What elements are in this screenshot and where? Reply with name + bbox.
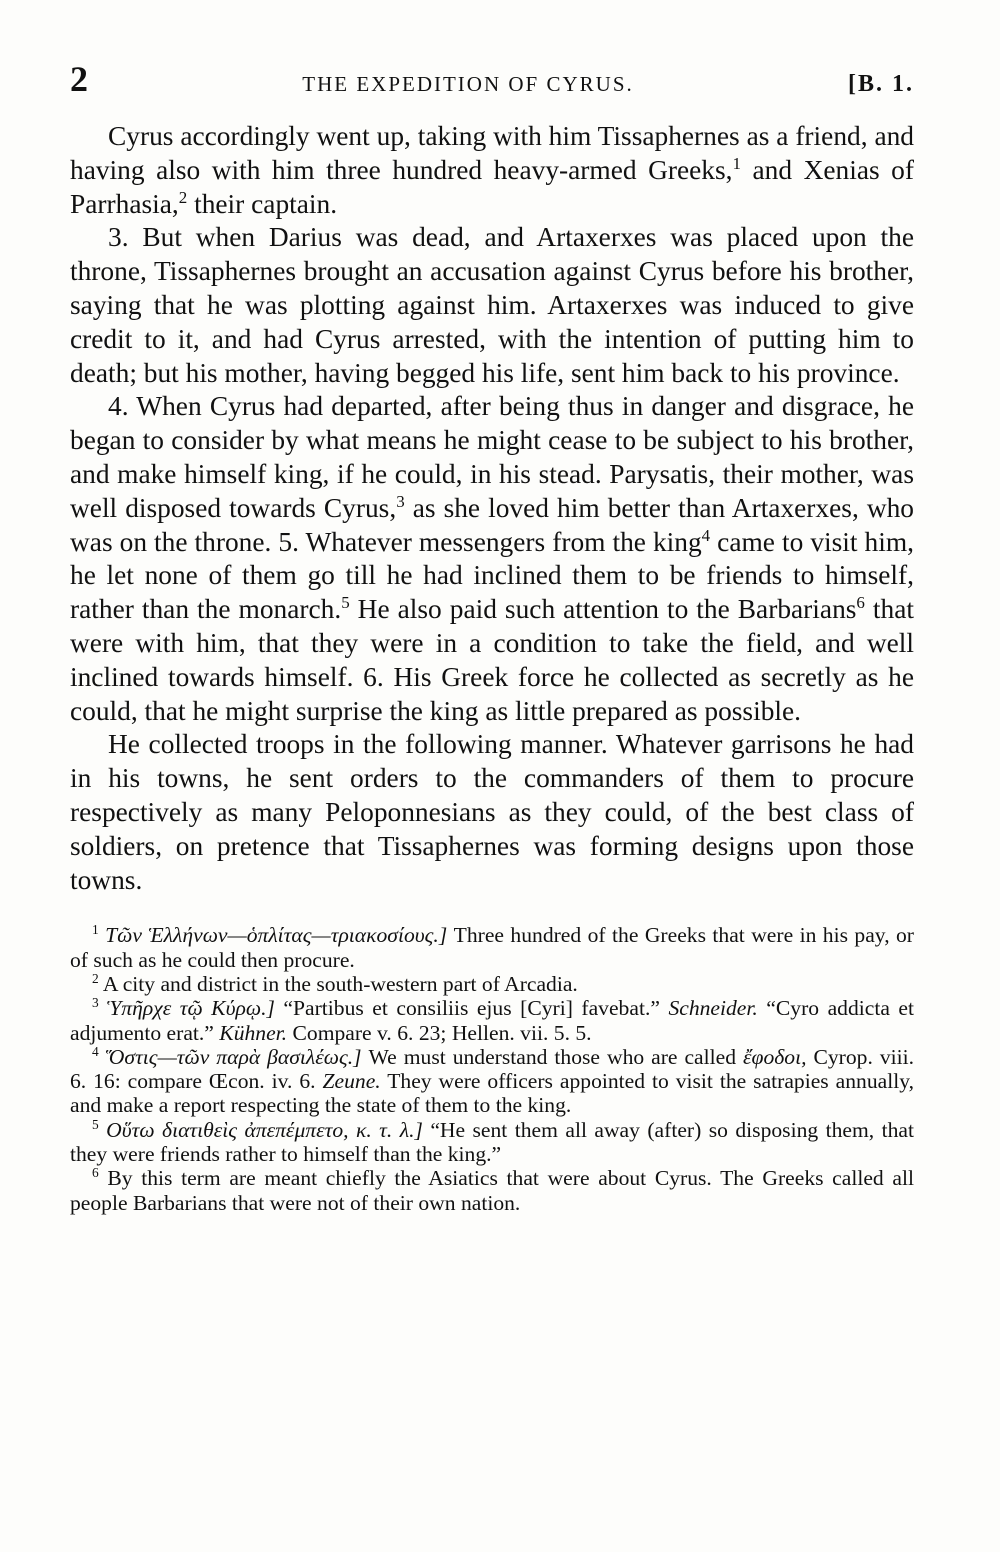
page-header [70,58,914,108]
text-run: 4. When Cyrus had departed, after being thus in danger and disgrace, he began to consider by what means he might cease to be subject to his brother, and make himself king, if he could, in his stead. Parysatis, their mother, was well disposed towards Cyrus, [70,391,914,523]
footnote-text: Cyrop. viii. 6. 16: compare Œcon. iv. 6. [70,1044,915,1094]
footnote-text: They were officers appointed to visit the satrapies annually, and make a report respecting the state of them to the king. [70,1069,914,1118]
greek-citation: Τῶν Ἑλλήνων—ὁπλίτας—τριακοσίους.] [105,923,448,948]
text-run: that were with him, that they were in a condition to take the field, and well inclined towards himself. 6. His Greek force he collected as secretly as he could, that he might surprise the king as little prepared as possible. [70,594,914,726]
text-run: came to visit him, he let none of them go till he had inclined them to be friends to himself, rather than the monarch. [70,526,914,625]
footnote-number: 5 [92,1116,99,1132]
footnote-ref-5: 5 [341,593,350,613]
footnote-4 [70,1045,914,1118]
book-reference: [B. 1. [848,71,914,97]
footnote-ref-2: 2 [178,187,188,207]
paragraph-2: 3. But when Darius was dead, and Artaxerxes was placed upon the throne, Tissaphernes brought an accusation against Cyrus before his brother, saying that he was plotting against him. Artaxerxes was induced to give credit to it, and had Cyrus arrested, with the intention of putting him to death; but his mother, having begged his life, sent him back to his province. [70,222,914,388]
paragraph-4: He collected troops in the following manner. Whatever garrisons he had in his towns, he sent orders to the commanders of them to procure respectively as many Peloponnesians as they could, of the best class of soldiers, on pretence that Tissaphernes was forming designs upon those towns. [70,729,914,895]
footnote-ref-6: 6 [856,593,865,613]
greek-citation: Ὅστις—τῶν παρὰ βασιλέως.] [105,1044,362,1069]
footnote-text: A city and district in the south-western part of Arcadia. [98,971,578,996]
text-run: and Xenias of Parrhasia, [70,154,914,219]
footnote-ref-3: 3 [396,491,405,511]
text-run: He also paid such attention to the Barbarians [349,594,857,625]
running-title: THE EXPEDITION OF CYRUS. [302,72,634,96]
footnote-ref-1: 1 [732,153,741,173]
footnote-text: “Cyro addicta et adjumento erat.” [70,996,914,1045]
footnote-number: 4 [92,1043,99,1059]
footnote-number: 3 [92,995,99,1011]
footnote-1 [70,923,914,972]
page-number: 2 [70,59,88,99]
paragraph-3 [70,390,914,728]
text-run: as she loved him better than Artaxerxes, who was on the throne. 5. Whatever messengers from the king [70,492,915,557]
text-run: their captain. [187,188,338,219]
footnote-text: “Partibus et consiliis ejus [Cyri] favebat.” [274,996,669,1021]
greek-citation: Οὕτω διατιθεὶς ἀπεπέμπετο, κ. τ. λ.] [106,1117,423,1142]
author-name: Zeune. [322,1069,381,1094]
footnote-text: By this term are meant chiefly the Asiatics that were about Cyrus. The Greeks called all people Barbarians that were not of their own nation. [70,1166,914,1215]
text-run: Cyrus accordingly went up, taking with him Tissaphernes as a friend, and having also with him three hundred heavy-armed Greeks, [70,121,914,185]
main-text [70,120,914,897]
footnote-5 [70,1118,914,1167]
author-name: Schneider. [668,996,758,1021]
footnote-2 [70,972,914,996]
footnote-number: 6 [92,1165,99,1181]
greek-citation: Ὑπῆρχε τῷ Κύρῳ.] [107,996,275,1021]
footnotes [70,923,914,1215]
footnote-3 [70,996,914,1045]
footnote-6 [70,1166,914,1215]
footnote-number: 2 [92,970,99,986]
greek-citation: ἔφοδοι, [743,1044,807,1069]
footnote-number: 1 [92,922,99,938]
footnote-text: Compare v. 6. 23; Hellen. vii. 5. 5. [287,1020,592,1045]
author-name: Kühner. [219,1020,288,1045]
footnote-ref-4: 4 [701,525,711,545]
footnote-text: “He sent them all away (after) so disposing them, that they were friends rather to himself than the king.” [70,1117,914,1166]
paragraph-1 [70,120,914,221]
footnote-text: We must understand those who are called [361,1044,743,1069]
footnote-text: Three hundred of the Greeks that were in his pay, or of such as he could then procure. [70,923,915,972]
